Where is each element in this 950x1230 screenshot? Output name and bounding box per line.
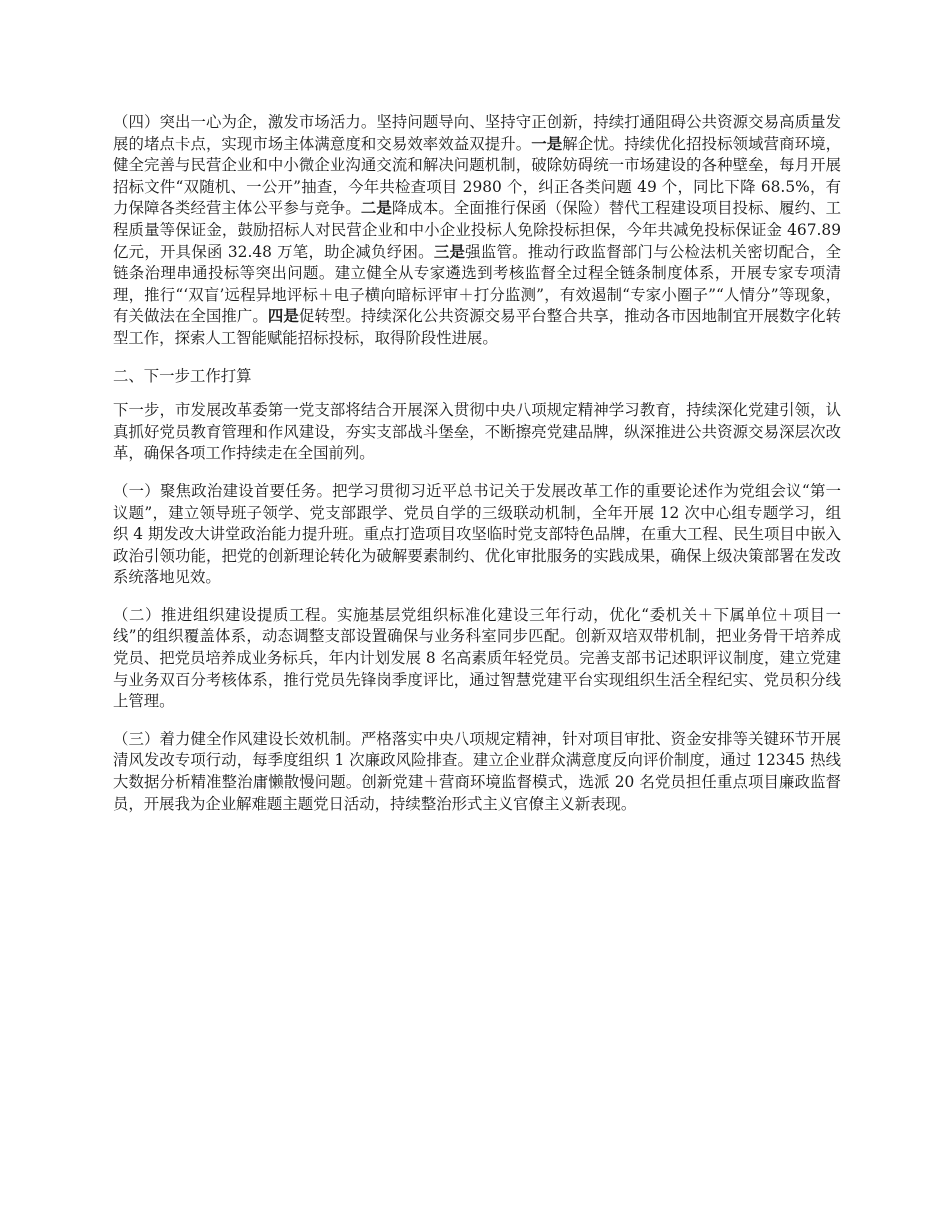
paragraph-text: （二）推进组织建设提质工程。实施基层党组织标准化建设三年行动，优化“委机关＋下属单位＋项目一线”的组织覆盖体系，动态调整支部设置确保与业务科室同步匹配。创新双培双带机制，把业务骨干培养成党员、把党员培养成业务标兵，年内计划发展 8 名高素质年轻党员。完善支部书记述职评议制度，建立党建与业务双百分考核体系，推行党员先锋岗季度评比，通过智慧党建平台实现组织生活全程纪实、党员积分线上管理。 xyxy=(113,605,841,711)
emphasis-text: 二是 xyxy=(360,199,392,218)
paragraph-text: 下一步，市发展改革委第一党支部将结合开展深入贯彻中央八项规定精神学习教育，持续深化党建引领，认真抓好党员教育管理和作风建设，夯实支部战斗堡垒，不断擦亮党建品牌，纵深推进公共资源交易深层次改革，确保各项工作持续走在全国前列。 xyxy=(113,401,841,463)
body-paragraph xyxy=(113,112,841,350)
paragraph-text: 促转型。持续深化公共资源交易平台整合共享，推动各市因地制宜开展数字化转型工作，探索人工智能赋能招标投标，取得阶段性进展。 xyxy=(113,307,841,347)
paragraph-text: （三）着力健全作风建设长效机制。严格落实中央八项规定精神，针对项目审批、资金安排等关键环节开展清风发改专项行动，每季度组织 1 次廉政风险排查。建立企业群众满意度反向评价制度，通过 12345 热线大数据分析精准整治庸懒散慢问题。创新党建＋营商环境监督模式，选派 20 名党员担任重点项目廉政监督员，开展我为企业解难题主题党日活动，持续整治形式主义官僚主义新表现。 xyxy=(113,729,841,813)
paragraph-text: 解企忧。持续优化招投标领域营商环境，健全完善与民营企业和中小微企业沟通交流和解决问题机制，破除妨碍统一市场建设的各种壁垒，每月开展招标文件“双随机、一公开”抽查，今年共检查项目 2980 个，纠正各类问题 49 个，同比下降 68.5%，有力保障各类经营主体公平参与竞争。 xyxy=(113,134,841,218)
paragraph-text: 降成本。全面推行保函（保险）替代工程建设项目投标、履约、工程质量等保证金，鼓励招标人对民营企业和中小企业投标人免除投标担保，今年共减免投标保证金 467.89 亿元，开具保函 32.48 万笔，助企减负纾困。 xyxy=(113,199,841,261)
section-heading xyxy=(113,366,841,388)
paragraph-text: （一）聚焦政治建设首要任务。把学习贯彻习近平总书记关于发展改革工作的重要论述作为党组会议“第一议题”，建立领导班子领学、党支部跟学、党员自学的三级联动机制，全年开展 12 次中心组专题学习，组织 4 期发改大讲堂政治能力提升班。重点打造项目攻坚临时党支部特色品牌，在重大工程、民生项目中嵌入政治引领功能，把党的创新理论转化为破解要素制约、优化审批服务的实践成果，确保上级决策部署在发改系统落地见效。 xyxy=(113,481,841,587)
document-page xyxy=(113,112,841,831)
paragraph-text: （四）突出一心为企，激发市场活力。坚持问题导向、坚持守正创新，持续打通阻碍公共资源交易高质量发展的堵点卡点，实现市场主体满意度和交易效率效益双提升。 xyxy=(113,113,841,153)
body-paragraph xyxy=(113,400,841,465)
body-paragraph xyxy=(113,481,841,589)
paragraph-text: 强监管。推动行政监督部门与公检法机关密切配合，全链条治理串通投标等突出问题。建立健全从专家遴选到考核监督全过程全链条制度体系，开展专家专项清理，推行“‘双盲’远程异地评标＋电子横向暗标评审＋打分监测”，有效遏制“专家小圈子”“人情分”等现象，有关做法在全国推广。 xyxy=(113,242,841,326)
emphasis-text: 四是 xyxy=(267,307,299,326)
body-paragraph xyxy=(113,605,841,713)
emphasis-text: 一是 xyxy=(531,134,563,153)
paragraph-text: 二、下一步工作打算 xyxy=(113,366,252,385)
emphasis-text: 三是 xyxy=(433,242,466,261)
body-paragraph xyxy=(113,729,841,815)
